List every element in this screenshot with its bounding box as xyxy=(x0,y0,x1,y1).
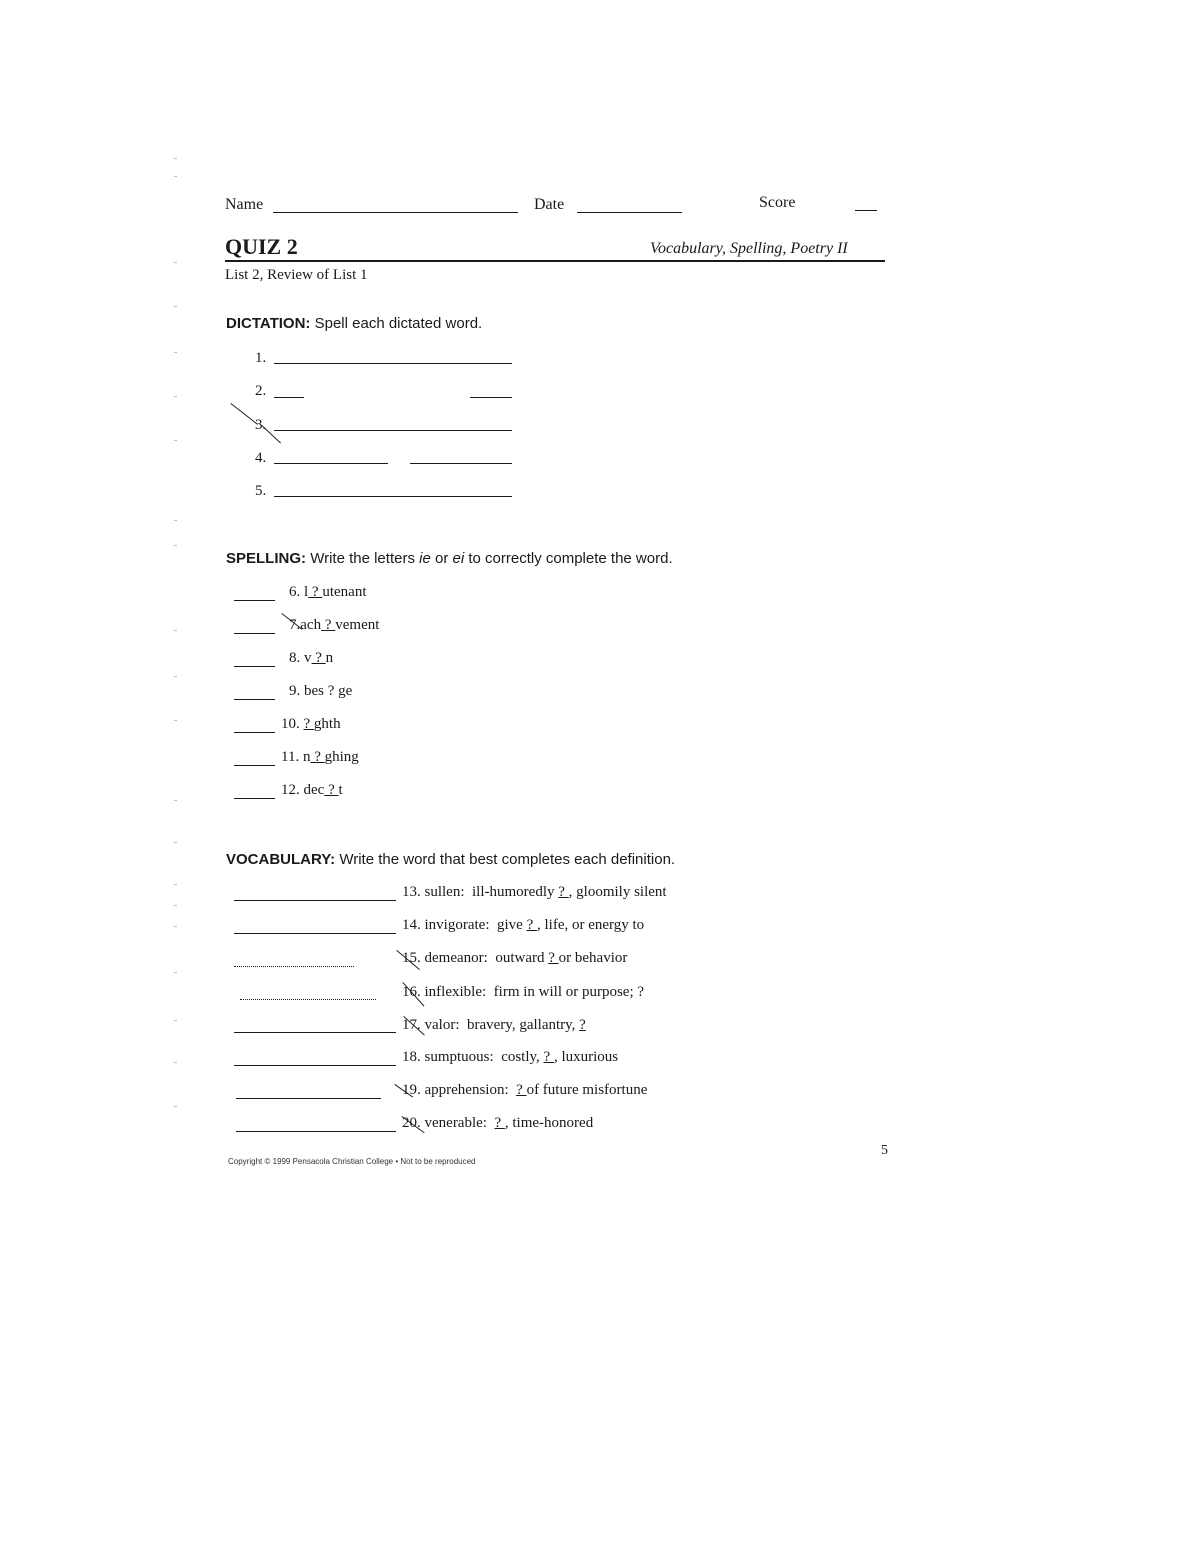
definition-blank: ? xyxy=(558,884,569,900)
vocabulary-item xyxy=(402,884,667,901)
word-blank: ? xyxy=(311,650,326,666)
dictation-answer-line[interactable] xyxy=(274,363,512,364)
vocabulary-answer-line[interactable] xyxy=(236,1131,396,1132)
item-number: 18. xyxy=(402,1049,421,1065)
spelling-answer-line[interactable] xyxy=(234,699,275,700)
item-number: 16. xyxy=(402,984,421,1000)
vocabulary-item xyxy=(402,950,627,967)
quiz-title: QUIZ 2 xyxy=(225,234,298,259)
item-number: 7. xyxy=(289,617,301,633)
spelling-item xyxy=(289,683,352,700)
item-number: 10. xyxy=(281,716,300,732)
item-number: 13. xyxy=(402,884,421,900)
item-number: 11. xyxy=(281,749,300,765)
dictation-label: DICTATION: xyxy=(226,315,311,332)
spelling-instruction-pre: Write the letters xyxy=(310,550,420,567)
word-suffix: t xyxy=(338,782,343,798)
word-prefix: n xyxy=(302,749,311,765)
dictation-answer-line[interactable] xyxy=(274,430,512,431)
name-field[interactable] xyxy=(273,212,518,213)
spelling-heading xyxy=(226,550,673,567)
spelling-label: SPELLING: xyxy=(226,550,307,567)
dictation-number: 1. xyxy=(255,350,267,366)
vocab-word: invigorate: xyxy=(424,917,490,933)
dictation-number: 5. xyxy=(255,483,267,499)
item-number: 14. xyxy=(402,917,421,933)
spelling-item xyxy=(281,716,341,733)
spelling-item xyxy=(289,617,379,634)
definition-suffix: or behavior xyxy=(558,950,628,966)
word-blank: ? xyxy=(324,782,339,798)
word-prefix: l xyxy=(304,584,309,600)
score-label: Score xyxy=(759,194,796,211)
dictation-answer-line[interactable] xyxy=(410,463,512,464)
definition-prefix: costly, xyxy=(501,1049,544,1065)
definition-blank: ? xyxy=(516,1082,527,1098)
spelling-answer-line[interactable] xyxy=(234,633,275,634)
vocabulary-item xyxy=(402,984,644,1001)
page-number: 5 xyxy=(881,1143,888,1158)
spelling-answer-line[interactable] xyxy=(234,600,275,601)
definition-suffix: , luxurious xyxy=(553,1049,619,1065)
item-number: 12. xyxy=(281,782,300,798)
definition-suffix: , life, or energy to xyxy=(536,917,645,933)
item-number: 20. xyxy=(402,1115,421,1131)
definition-blank: ? xyxy=(543,1049,554,1065)
item-number: 19. xyxy=(402,1082,421,1098)
score-field[interactable] xyxy=(855,210,877,211)
dictation-instruction: Spell each dictated word. xyxy=(314,315,483,332)
dictation-number: 3. xyxy=(255,417,267,433)
spelling-item xyxy=(281,782,343,799)
check-mark xyxy=(230,403,257,425)
definition-blank: ? xyxy=(526,917,537,933)
vocabulary-answer-line[interactable] xyxy=(236,1098,381,1099)
name-label: Name xyxy=(225,196,264,213)
vocabulary-heading xyxy=(226,851,675,868)
definition-blank: ? xyxy=(579,1017,586,1033)
vocabulary-item xyxy=(402,917,644,934)
vocabulary-item xyxy=(402,1017,586,1034)
spelling-option-ie: ie xyxy=(419,550,431,567)
dictation-heading xyxy=(226,315,482,332)
spelling-answer-line[interactable] xyxy=(234,765,275,766)
spelling-instruction-post: to correctly complete the word. xyxy=(464,550,673,567)
vocabulary-answer-line[interactable] xyxy=(234,966,354,967)
dictation-answer-line[interactable] xyxy=(274,397,304,398)
vocabulary-answer-line[interactable] xyxy=(234,900,396,901)
spelling-instruction-mid: or xyxy=(430,550,453,567)
word-blank: ? xyxy=(321,617,336,633)
vocabulary-label: VOCABULARY: xyxy=(226,851,336,868)
word-prefix: dec xyxy=(303,782,325,798)
vocab-word: demeanor: xyxy=(424,950,488,966)
spelling-answer-line[interactable] xyxy=(234,732,275,733)
spelling-item xyxy=(281,749,359,766)
dictation-answer-line[interactable] xyxy=(274,463,388,464)
definition-suffix: , time-honored xyxy=(504,1115,594,1131)
vocabulary-answer-line[interactable] xyxy=(234,1065,396,1066)
definition-prefix: outward xyxy=(495,950,549,966)
word-suffix: n xyxy=(325,650,334,666)
definition-prefix: firm in will or purpose; xyxy=(493,984,638,1000)
vocab-word: sumptuous: xyxy=(424,1049,494,1065)
word-prefix: bes xyxy=(304,683,324,699)
word-suffix: ghing xyxy=(324,749,359,765)
vocab-word: valor: xyxy=(424,1017,460,1033)
dictation-answer-line[interactable] xyxy=(470,397,512,398)
definition-blank: ? xyxy=(548,950,559,966)
definition-suffix: , gloomily silent xyxy=(568,884,667,900)
check-mark xyxy=(261,425,281,443)
definition-prefix: bravery, gallantry, xyxy=(467,1017,580,1033)
vocabulary-item xyxy=(402,1082,647,1099)
vocab-word: apprehension: xyxy=(424,1082,509,1098)
vocabulary-instruction: Write the word that best completes each definition. xyxy=(339,851,676,868)
definition-blank: ? xyxy=(637,984,645,1000)
item-number: 6. xyxy=(289,584,301,600)
vocab-word: sullen: xyxy=(424,884,465,900)
spelling-item xyxy=(289,650,333,667)
word-prefix: ach xyxy=(300,617,322,633)
definition-prefix: ill-humoredly xyxy=(472,884,559,900)
vocabulary-answer-line[interactable] xyxy=(240,999,376,1000)
vocabulary-answer-line[interactable] xyxy=(234,1032,396,1033)
word-blank: ? xyxy=(310,749,325,765)
copyright-notice: Copyright © 1999 Pensacola Christian College • Not to be reproduced xyxy=(228,1157,476,1166)
date-field[interactable] xyxy=(577,212,682,213)
vocabulary-item xyxy=(402,1115,593,1132)
word-suffix: vement xyxy=(335,617,380,633)
dictation-number: 4. xyxy=(255,450,267,466)
item-number: 15. xyxy=(402,950,421,966)
dictation-answer-line[interactable] xyxy=(274,496,512,497)
word-blank: ? xyxy=(324,683,339,699)
spelling-answer-line[interactable] xyxy=(234,666,275,667)
word-prefix: v xyxy=(304,650,312,666)
word-suffix: ghth xyxy=(313,716,341,732)
title-rule xyxy=(225,260,885,262)
word-suffix: utenant xyxy=(322,584,367,600)
item-number: 17. xyxy=(402,1017,421,1033)
vocabulary-answer-line[interactable] xyxy=(234,933,396,934)
dictation-number: 2. xyxy=(255,383,267,399)
word-suffix: ge xyxy=(338,683,353,699)
spelling-item xyxy=(289,584,367,601)
vocab-word: venerable: xyxy=(424,1115,487,1131)
definition-blank: ? xyxy=(494,1115,505,1131)
word-blank: ? xyxy=(303,716,314,732)
item-number: 8. xyxy=(289,650,301,666)
spelling-answer-line[interactable] xyxy=(234,798,275,799)
word-blank: ? xyxy=(308,584,323,600)
list-line: List 2, Review of List 1 xyxy=(225,267,368,283)
date-label: Date xyxy=(534,196,565,213)
vocabulary-item xyxy=(402,1049,618,1066)
definition-suffix: of future misfortune xyxy=(526,1082,648,1098)
quiz-subtitle: Vocabulary, Spelling, Poetry II xyxy=(650,240,848,257)
item-number: 9. xyxy=(289,683,301,699)
vocab-word: inflexible: xyxy=(424,984,487,1000)
spelling-option-ei: ei xyxy=(452,550,465,567)
definition-prefix: give xyxy=(496,917,527,933)
